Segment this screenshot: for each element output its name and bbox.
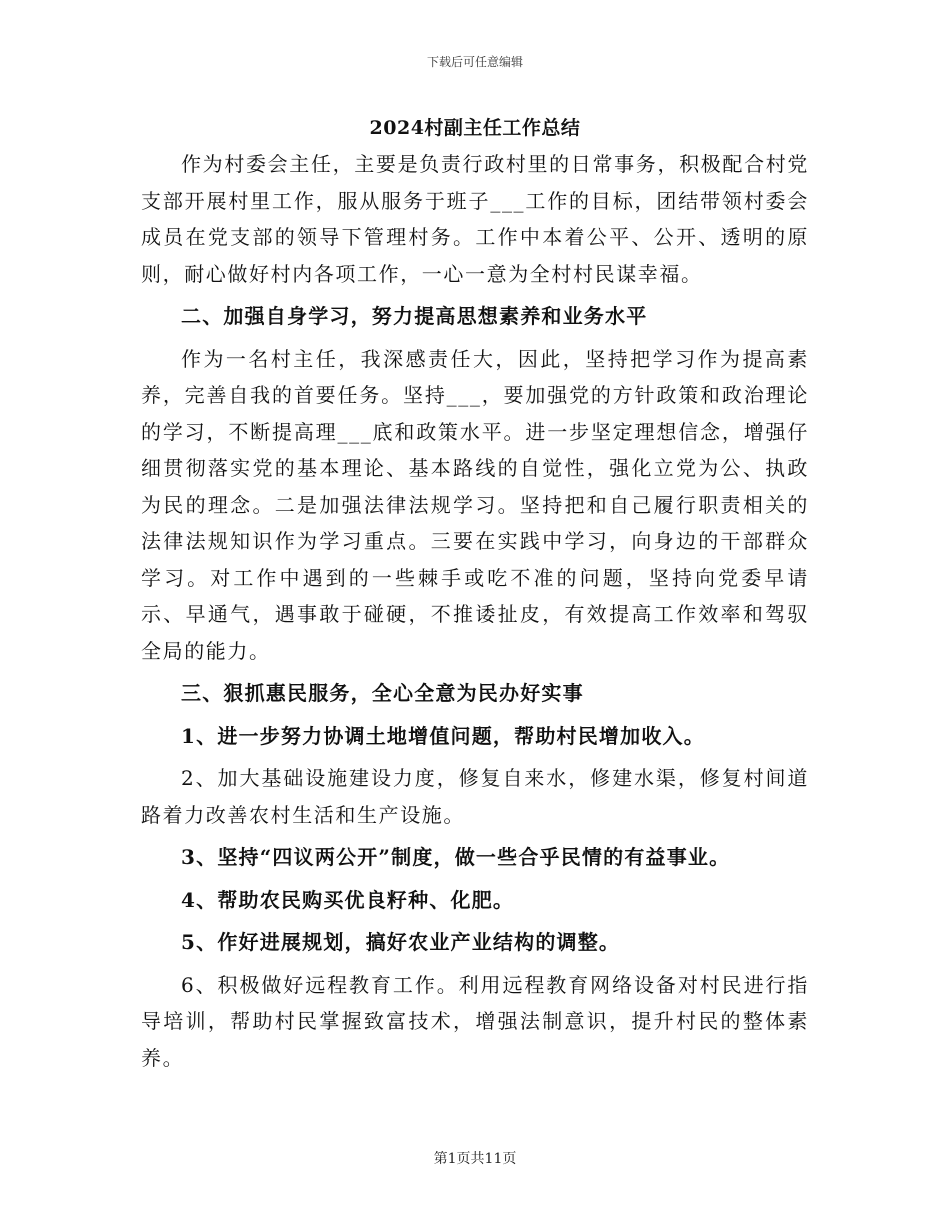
service-item-4: 4、帮助农民购买优良籽种、化肥。 [181, 887, 515, 912]
service-item-1: 1、进一步努力协调土地增值问题，帮助村民增加收入。 [181, 723, 705, 748]
section-heading-service: 三、狠抓惠民服务，全心全意为民办好实事 [181, 681, 584, 705]
header-note: 下载后可任意编辑 [426, 55, 523, 69]
document-title: 2024村副主任工作总结 [369, 117, 581, 139]
service-item-3: 3、坚持“四议两公开”制度，做一些合乎民情的有益事业。 [181, 845, 731, 869]
service-item-5: 5、作好进展规划，搞好农业产业结构的调整。 [181, 930, 621, 954]
section-heading-study: 二、加强自身学习，努力提高思想素养和业务水平 [181, 304, 648, 328]
service-item-2: 2、加大基础设施建设力度，修复自来水，修建水渠，修复村间道路着力改善农村生活和生产设施。 [141, 766, 809, 827]
service-item-6: 6、积极做好远程教育工作。利用远程教育网络设备对村民进行指导培训，帮助村民掌握致富技术，增强法制意识，提升村民的整体素养。 [141, 972, 809, 1070]
page-number-footer: 第1页共11页 [433, 1151, 517, 1167]
study-paragraph: 作为一名村主任，我深感责任大，因此，坚持把学习作为提高素养，完善自我的首要任务。坚持___，要加强党的方针政策和政治理论的学习，不断提高理___底和政策水平。进一步坚定理想信念，增强仔细贯彻落实党的基本理论、基本路线的自觉性，强化立党为公、执政为民的理念。二是加强法律法规学习。坚持把和自己履行职责相关的法律法规知识作为学习重点。三要在实践中学习，向身边的干部群众学习。对工作中遇到的一些棘手或吃不准的问题，坚持向党委早请示、早通气，遇事敢于碰硬，不推诿扯皮，有效提高工作效率和驾驭全局的能力。 [141, 346, 809, 663]
intro-paragraph: 作为村委会主任，主要是负责行政村里的日常事务，积极配合村党支部开展村里工作，服从服务于班子___工作的目标，团结带领村委会成员在党支部的领导下管理村务。工作中本着公平、公开、透明的原则，耐心做好村内各项工作，一心一意为全村村民谋幸福。 [141, 152, 809, 286]
document-body [141, 146, 809, 1082]
